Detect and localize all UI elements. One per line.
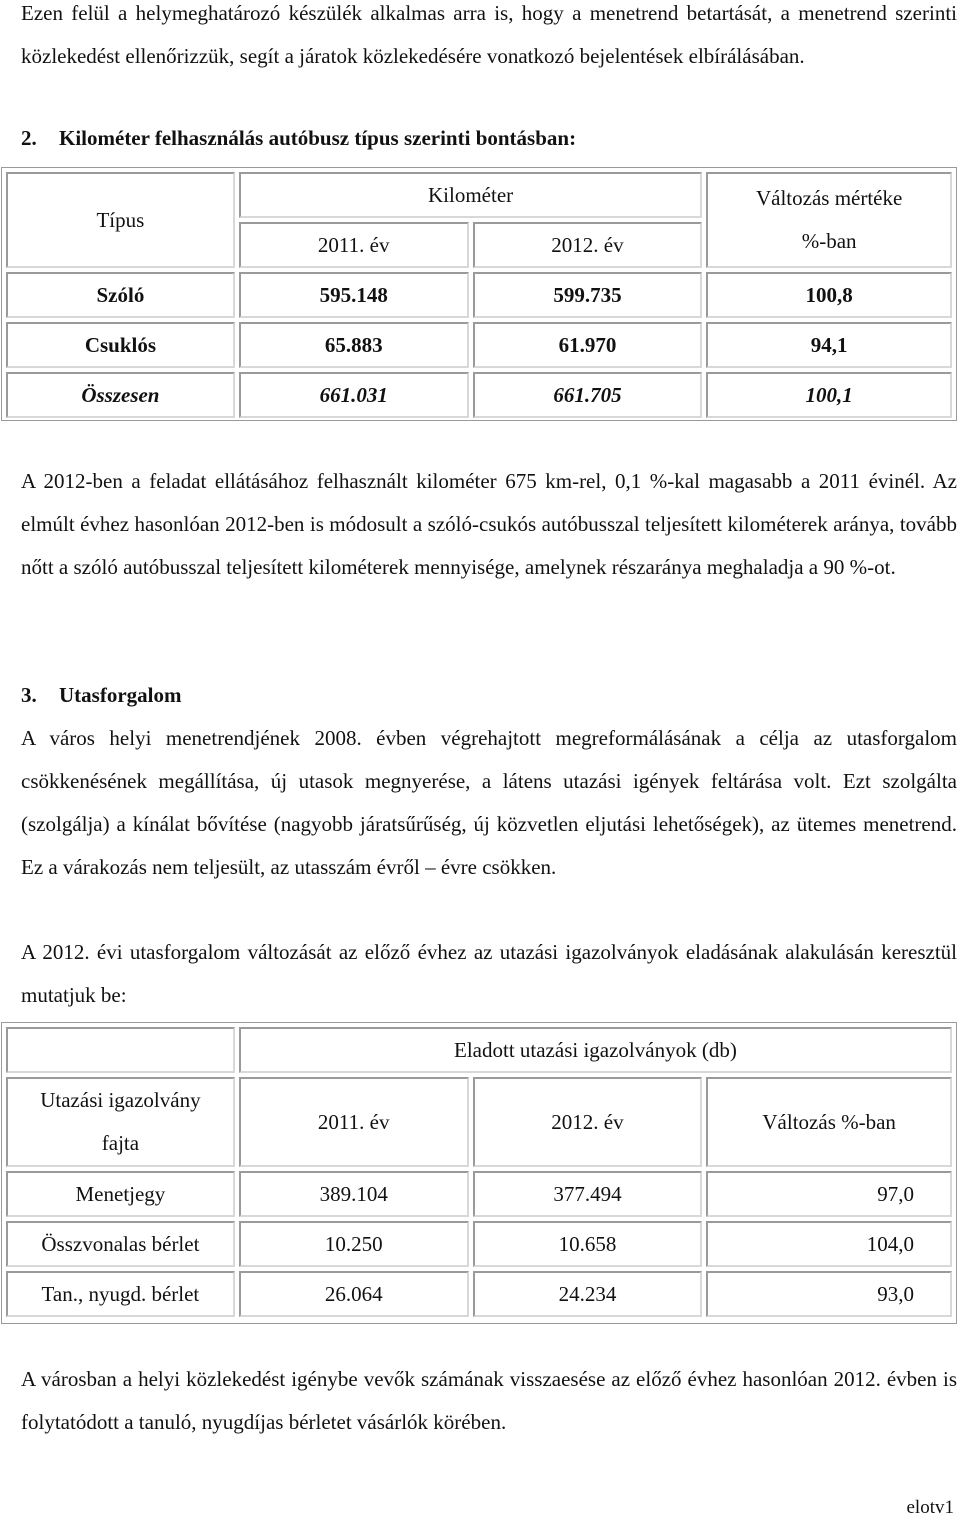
- col-header-km: Kilométer: [239, 172, 703, 218]
- ticket-type-label-2: fajta: [101, 1131, 140, 1155]
- row-type: Csuklós: [6, 322, 235, 368]
- section-2-heading: [21, 117, 576, 160]
- table-row: [6, 1221, 952, 1267]
- row-type: Összesen: [6, 372, 235, 418]
- page-footer: elotv1: [906, 1497, 954, 1518]
- row-y2011: 389.104: [239, 1171, 469, 1217]
- table-row: [6, 272, 952, 318]
- section-3-heading: [21, 674, 181, 717]
- row-y2012: 661.705: [473, 372, 703, 418]
- col-header-change: Változás %-ban: [706, 1077, 952, 1167]
- row-y2011: 26.064: [239, 1271, 469, 1317]
- empty-corner-cell: [6, 1027, 235, 1073]
- km-summary-paragraph: A 2012-ben a feladat ellátásához felhasznált kilométer 675 km-rel, 0,1 %-kal magasabb a 2011 évinél. Az elmúlt évhez hasonlóan 2012-ben is módosult a szóló-csukós autóbusszal teljesített kilométerek aránya, tovább nőtt a szóló autóbusszal teljesített kilométerek mennyisége, amelynek részaránya meghaladja a 90 %-ot.: [21, 469, 957, 579]
- row-y2011: 595.148: [239, 272, 469, 318]
- table-row: [6, 1171, 952, 1217]
- row-change: 104,0: [706, 1221, 952, 1267]
- ticket-intro-paragraph: A 2012. évi utasforgalom változását az előző évhez az utazási igazolványok eladásának alakulásán keresztül mutatjuk be:: [21, 940, 957, 1007]
- row-y2011: 661.031: [239, 372, 469, 418]
- traffic-paragraph: A város helyi menetrendjének 2008. évben végrehajtott megreformálásának a célja az utasforgalom csökkenésének megállítása, új utasok megnyerése, a látens utazási igények feltárása volt. Ezt szolgálta (szolgálja) a kínálat bővítése (nagyobb járatsűrűség, új közvetlen eljutási lehetőségek), az ütemes menetrend. Ez a várakozás nem teljesült, az utasszám évről – évre csökken.: [21, 726, 957, 879]
- row-y2012: 10.658: [473, 1221, 703, 1267]
- table-row-total: [6, 372, 952, 418]
- section-2-title: Kilométer felhasználás autóbusz típus szerinti bontásban:: [59, 126, 577, 150]
- ticket-type-label-1: Utazási igazolvány: [40, 1088, 201, 1112]
- row-change: 94,1: [706, 322, 952, 368]
- col-header-ticket-type: [6, 1077, 235, 1167]
- col-header-year2: 2012. év: [473, 222, 703, 268]
- row-y2012: 599.735: [473, 272, 703, 318]
- row-type: Menetjegy: [6, 1171, 235, 1217]
- col-header-change: [706, 172, 952, 268]
- col-header-year1: 2011. év: [239, 1077, 469, 1167]
- table-row: [6, 322, 952, 368]
- table-row: [6, 1271, 952, 1317]
- section-2-number: 2.: [21, 126, 37, 150]
- section-3-number: 3.: [21, 683, 37, 707]
- row-y2012: 61.970: [473, 322, 703, 368]
- row-type: Szóló: [6, 272, 235, 318]
- row-y2012: 24.234: [473, 1271, 703, 1317]
- change-label-1: Változás mértéke: [755, 186, 903, 210]
- row-y2011: 10.250: [239, 1221, 469, 1267]
- row-y2012: 377.494: [473, 1171, 703, 1217]
- closing-paragraph: A városban a helyi közlekedést igénybe vevők számának visszaesése az előző évhez hasonlóan 2012. évben is folytatódott a tanuló, nyugdíjas bérletet vásárlók körében.: [21, 1367, 957, 1434]
- km-usage-table: [1, 167, 957, 421]
- col-header-type: Típus: [6, 172, 235, 268]
- row-change: 93,0: [706, 1271, 952, 1317]
- row-change: 100,1: [706, 372, 952, 418]
- row-type: Tan., nyugd. bérlet: [6, 1271, 235, 1317]
- col-header-year2: 2012. év: [473, 1077, 703, 1167]
- row-y2011: 65.883: [239, 322, 469, 368]
- section-3-title: Utasforgalom: [59, 683, 182, 707]
- col-header-year1: 2011. év: [239, 222, 469, 268]
- row-change: 100,8: [706, 272, 952, 318]
- row-change: 97,0: [706, 1171, 952, 1217]
- col-header-sold: Eladott utazási igazolványok (db): [239, 1027, 952, 1073]
- intro-paragraph: Ezen felül a helymeghatározó készülék alkalmas arra is, hogy a menetrend betartását, a menetrend szerinti közlekedést ellenőrizzük, segít a járatok közlekedésére vonatkozó bejelentések elbírálásában.: [21, 1, 957, 68]
- row-type: Összvonalas bérlet: [6, 1221, 235, 1267]
- change-label-2: %-ban: [801, 229, 857, 253]
- ticket-sales-table: [1, 1022, 957, 1324]
